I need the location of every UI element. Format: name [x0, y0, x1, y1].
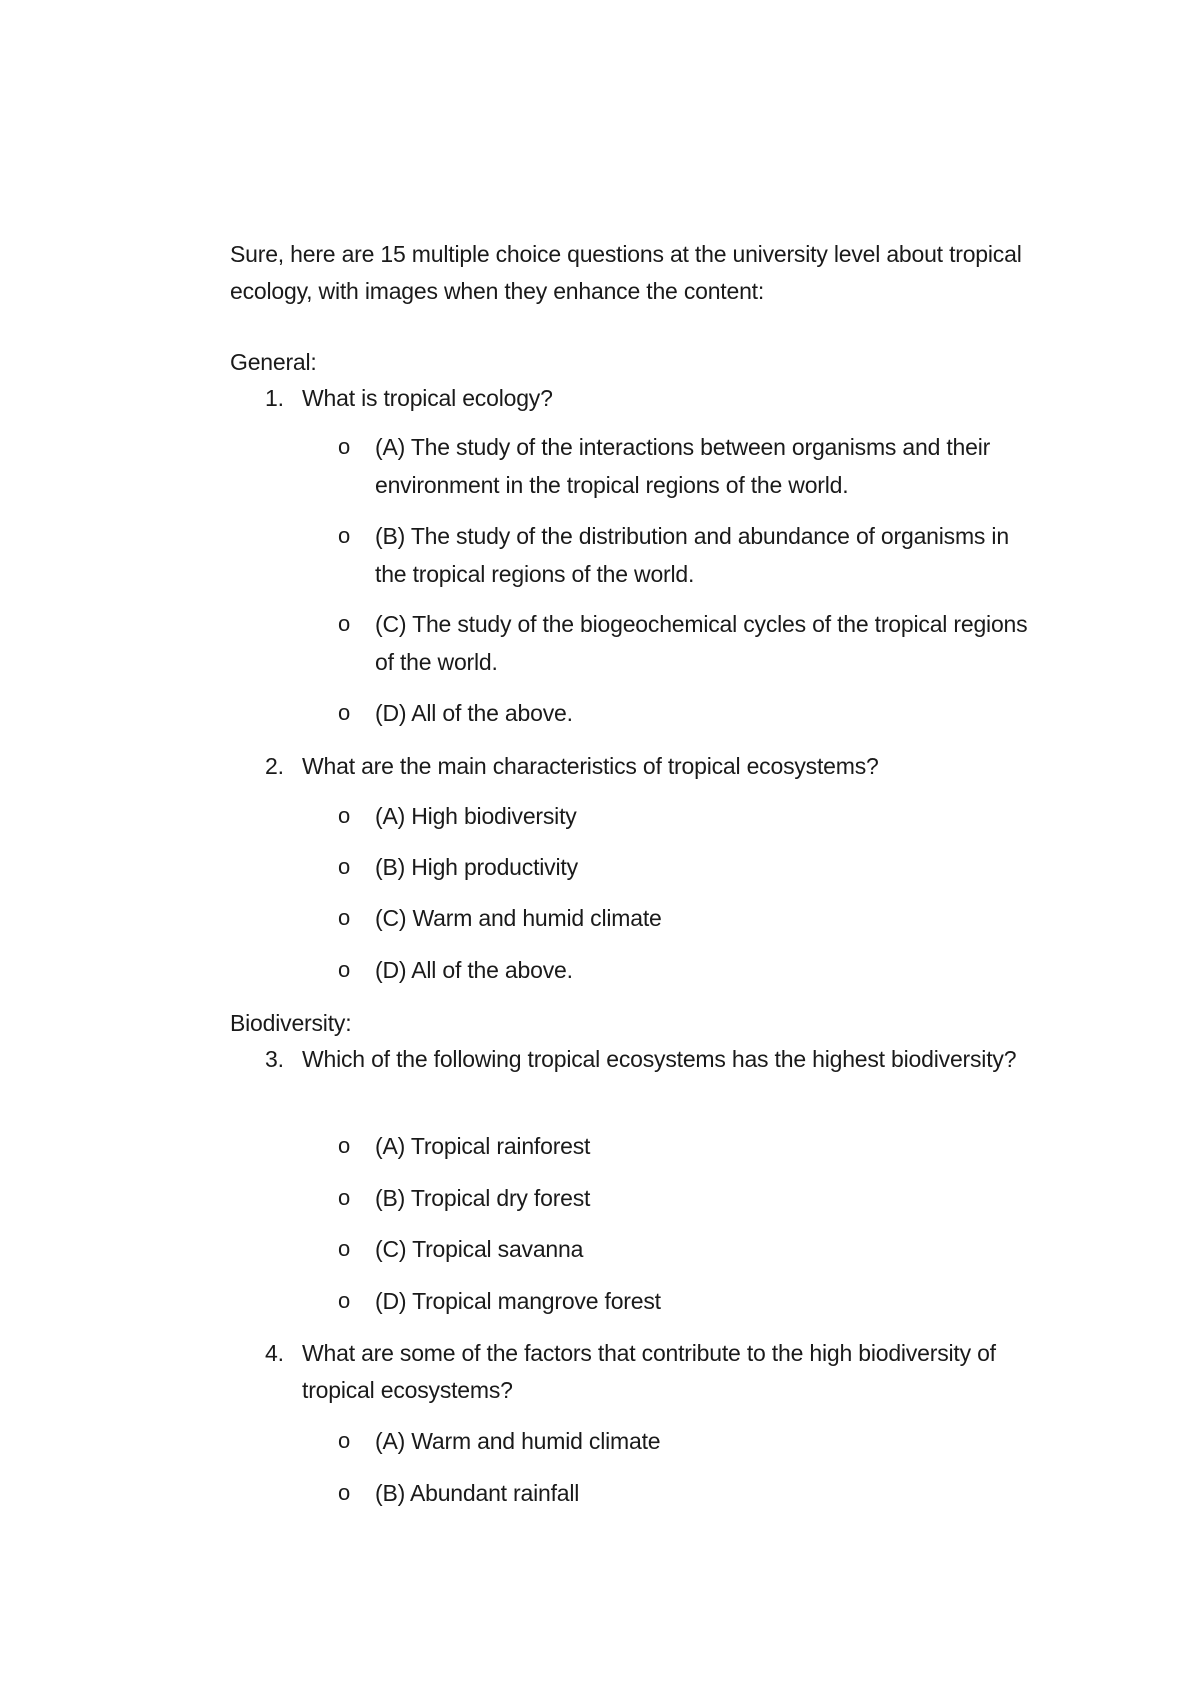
question-3-option-c	[338, 1230, 1038, 1268]
question-2-option-a	[338, 797, 1038, 835]
option-text: (C) Warm and humid climate	[375, 905, 662, 931]
question-number: 1.	[265, 385, 284, 411]
question-3-option-d	[338, 1282, 1038, 1320]
question-4	[265, 1335, 1045, 1409]
option-text: (B) Abundant rainfall	[375, 1480, 580, 1506]
question-4-option-b	[338, 1474, 1038, 1512]
option-text: (D) Tropical mangrove forest	[375, 1288, 661, 1314]
question-3	[265, 1041, 1045, 1078]
question-2	[265, 748, 1045, 785]
bullet-icon: o	[338, 1236, 351, 1261]
question-1-option-b	[338, 517, 1038, 593]
option-text: (C) The study of the biogeochemical cycles of the tropical regions of the world.	[375, 611, 1028, 675]
intro-paragraph: Sure, here are 15 multiple choice questions at the university level about tropical ecology, with images when they enhance the content:	[230, 241, 1022, 304]
bullet-icon: o	[338, 700, 351, 725]
bullet-icon: o	[338, 1185, 351, 1210]
question-number: 3.	[265, 1046, 284, 1072]
question-text: What is tropical ecology?	[302, 385, 553, 411]
question-3-option-a	[338, 1127, 1038, 1165]
question-2-option-b	[338, 848, 1038, 886]
question-text: Which of the following tropical ecosystems has the highest biodiversity?	[302, 1046, 1017, 1072]
option-text: (B) Tropical dry forest	[375, 1185, 591, 1211]
question-number: 2.	[265, 753, 284, 779]
question-3-option-b	[338, 1179, 1038, 1217]
section-heading-general: General:	[230, 349, 317, 375]
question-4-option-a	[338, 1422, 1038, 1460]
bullet-icon: o	[338, 803, 351, 828]
bullet-icon: o	[338, 1133, 351, 1158]
bullet-icon: o	[338, 854, 351, 879]
question-1	[265, 380, 1045, 417]
option-text: (A) High biodiversity	[375, 803, 577, 829]
bullet-icon: o	[338, 905, 351, 930]
option-text: (C) Tropical savanna	[375, 1236, 584, 1262]
question-text: What are the main characteristics of tropical ecosystems?	[302, 753, 879, 779]
bullet-icon: o	[338, 1288, 351, 1313]
option-text: (D) All of the above.	[375, 700, 573, 726]
bullet-icon: o	[338, 434, 351, 459]
option-text: (B) The study of the distribution and abundance of organisms in the tropical regions of the world.	[375, 523, 1009, 587]
question-1-option-a	[338, 428, 1038, 504]
option-text: (A) Tropical rainforest	[375, 1133, 591, 1159]
bullet-icon: o	[338, 1428, 351, 1453]
option-text: (A) The study of the interactions between organisms and their environment in the tropical regions of the world.	[375, 434, 991, 498]
question-2-option-c	[338, 899, 1038, 937]
bullet-icon: o	[338, 1480, 351, 1505]
bullet-icon: o	[338, 957, 351, 982]
bullet-icon: o	[338, 523, 351, 548]
question-text: What are some of the factors that contribute to the high biodiversity of tropical ecosystems?	[302, 1340, 996, 1403]
bullet-icon: o	[338, 611, 351, 636]
question-1-option-d	[338, 694, 1038, 732]
option-text: (B) High productivity	[375, 854, 578, 880]
section-heading-biodiversity: Biodiversity:	[230, 1010, 352, 1036]
question-number: 4.	[265, 1340, 284, 1366]
option-text: (D) All of the above.	[375, 957, 573, 983]
option-text: (A) Warm and humid climate	[375, 1428, 661, 1454]
question-1-option-c	[338, 605, 1038, 681]
question-2-option-d	[338, 951, 1038, 989]
